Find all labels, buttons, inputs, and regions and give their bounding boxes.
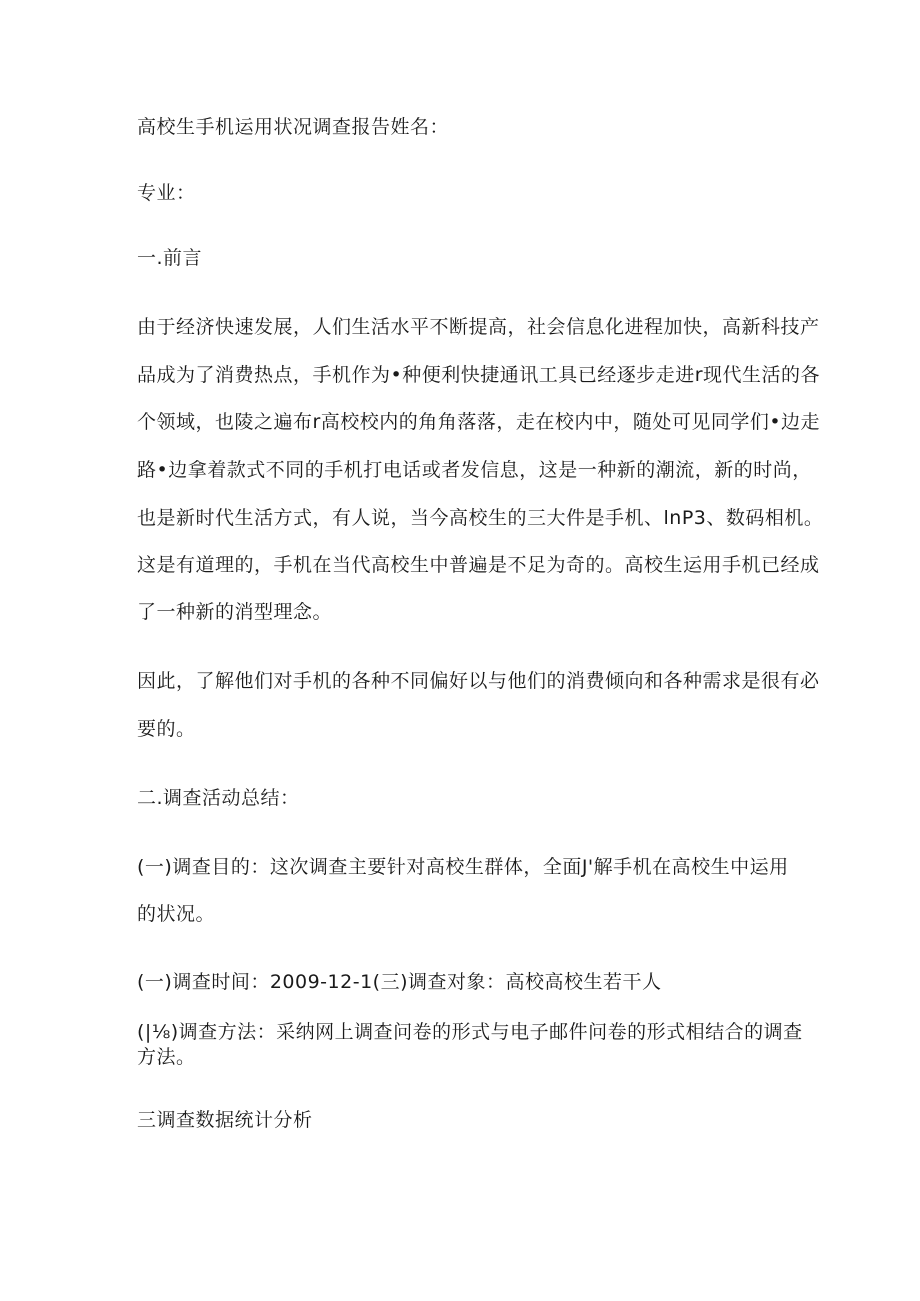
section-heading-survey-summary: 二.调查活动总结： xyxy=(137,787,300,809)
survey-time-target-line: (一)调查时间：2009-12-1(三)调查对象：高校高校生若干人 xyxy=(137,971,662,993)
survey-purpose-line: 的状况。 xyxy=(137,903,216,925)
paragraph-line: 要的。 xyxy=(137,718,196,740)
survey-method-line: 方法。 xyxy=(137,1046,196,1068)
report-title: 高校生手机运用状况调查报告姓名： xyxy=(137,116,450,138)
survey-method-line: (|⅛)调查方法：采纳网上调查问卷的形式与电子邮件问卷的形式相结合的调查 xyxy=(137,1021,803,1043)
paragraph-line: 品成为了消费热点，手机作为•种便利快捷通讯工具已经逐步走进r现代生活的各 xyxy=(137,364,821,386)
paragraph-line: 个领域，也陵之遍布r高校校内的角角落落，走在校内中，随处可见同学们•边走 xyxy=(137,411,821,433)
paragraph-line: 这是有道理的，手机在当代高校生中普遍是不足为奇的。高校生运用手机已经成 xyxy=(137,554,820,576)
survey-purpose-line: (一)调查目的：这次调查主要针对高校生群体，全面J'解手机在高校生中运用 xyxy=(137,856,789,878)
paragraph-line: 因此，了解他们对手机的各种不同偏好以与他们的消费倾向和各种需求是很有必 xyxy=(137,670,820,692)
paragraph-line: 也是新时代生活方式，有人说，当今高校生的三大件是手机、lnP3、数码相机。 xyxy=(137,507,824,529)
section-heading-data-analysis: 三调查数据统计分析 xyxy=(137,1109,313,1131)
paragraph-line: 路•边拿着款式不同的手机打电话或者发信息，这是一种新的潮流，新的时尚， xyxy=(137,459,812,481)
major-field-label: 专业： xyxy=(137,182,196,204)
paragraph-line: 由于经济快速发展，人们生活水平不断提高，社会信息化进程加快，高新科技产 xyxy=(137,316,820,338)
section-heading-preface: 一.前言 xyxy=(137,247,203,269)
paragraph-line: 了一种新的消型理念。 xyxy=(137,601,333,623)
